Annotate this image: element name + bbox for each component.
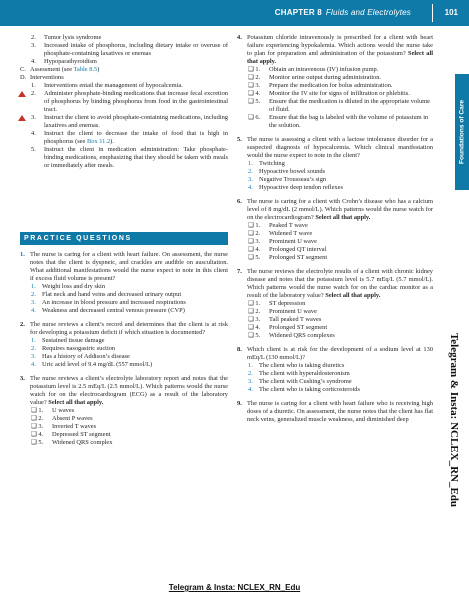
checkbox-number: ❑ 3.: [248, 82, 261, 89]
answer-checkbox[interactable]: [247, 98, 433, 114]
option-number: 3.: [248, 378, 253, 385]
item-text: Instruct the client in medication administration: Take phosphate-binding medications, emphasizing that they should be taken with meals or immediately after meals.: [44, 146, 228, 169]
item-number: 1.: [31, 82, 36, 89]
option-number: 4.: [31, 361, 36, 368]
question-number: 5.: [237, 136, 242, 143]
question-stem: [247, 198, 433, 222]
option-text: Hypoactive deep tendon reflexes: [259, 184, 343, 191]
option-text: Uric acid level of 9.4 mg/dL (557 mmol/L): [42, 361, 153, 368]
priority-warning-icon: [18, 91, 26, 97]
answer-checkbox[interactable]: [247, 238, 433, 246]
option-text: Depressed ST segment: [52, 431, 111, 438]
stem-text: The nurse reviews a client’s electrolyte laboratory report and notes that the potassium level is 2.5 mEq/L (2.5 mmol/L). Which patterns would the nurse watch for on the electrocardiogram (ECG) as a result of the laboratory value?: [30, 375, 228, 406]
item-text: Instruct the client to decrease the intake of food that is high in phosphorus (see: [44, 130, 228, 145]
item-text: Increased intake of phosphorus, including dietary intake or overuse of phosphate-containing laxatives or enemas: [44, 42, 228, 57]
option-text: The client who is taking corticosteroids: [259, 386, 360, 393]
option-text: The client with hyperaldosteronism: [259, 370, 350, 377]
answer-option[interactable]: [30, 307, 228, 315]
answer-option[interactable]: [30, 345, 228, 353]
section-letter: D.: [20, 74, 27, 81]
spacer: [20, 170, 228, 224]
stem-text: The nurse is caring for a client with Crohn’s disease who has a calcium level of 8 mg/dL (2 mmol/L). Which patterns would the nurse watch for on the electrocardiogram?: [247, 198, 433, 221]
list-item: [20, 130, 228, 146]
list-item: [20, 114, 228, 130]
option-number: 3.: [31, 299, 36, 306]
question-number: 7.: [237, 268, 242, 275]
stem-text: The nurse reviews the electrolyte results of a client with chronic kidney disease and notes that the potassium level is 5.7 mEq/L (5.7 mmol/L). Which patterns would the nurse watch for on the cardiac monitor as a result of the laboratory value?: [247, 268, 433, 299]
item-number: 4.: [31, 130, 36, 137]
checkbox-number: ❑ 5.: [248, 332, 261, 339]
checkbox-number: ❑ 3.: [31, 423, 44, 430]
option-number: 3.: [248, 176, 253, 183]
option-number: 1.: [31, 337, 36, 344]
option-text: Ensure that the medication is diluted in the appropriate volume of fluid.: [269, 98, 430, 113]
causes-list: [20, 34, 228, 66]
answer-option[interactable]: [30, 353, 228, 361]
option-text: Prominent U wave: [269, 308, 317, 315]
answer-option[interactable]: [247, 362, 433, 370]
answer-option[interactable]: [247, 168, 433, 176]
stem-instruction: Select all that apply.: [247, 50, 434, 65]
question-stem: Which client is at risk for the development of a sodium level at 130 mEq/L (130 mmol/L)?: [247, 346, 433, 361]
checkbox-number: ❑ 5.: [248, 98, 261, 105]
checkbox-number: ❑ 3.: [248, 238, 261, 245]
question: [237, 34, 433, 130]
option-text: Peaked T wave: [269, 222, 308, 229]
option-text: Prepare the medication for bolus administration.: [269, 82, 393, 89]
question: [237, 346, 433, 394]
interventions-list: [20, 82, 228, 170]
side-watermark: Telegram & Insta: NCLEX_RN_Edu: [448, 332, 460, 508]
option-text: The client with Cushing’s syndrome: [259, 378, 352, 385]
option-text: An increase in blood pressure and increased respirations: [42, 299, 186, 306]
option-number: 1.: [248, 362, 253, 369]
assessment-heading: [20, 66, 228, 74]
stem-instruction: Select all that apply.: [325, 292, 381, 299]
section-text: Interventions: [30, 74, 64, 81]
option-text: Widened QRS complex: [52, 439, 113, 446]
question-number: 1.: [20, 251, 25, 258]
item-text: Interventions entail the management of hypocalcemia.: [44, 82, 183, 89]
section-text: Assessment (see: [30, 66, 74, 73]
checkbox-number: ❑ 4.: [248, 90, 261, 97]
question-number: 2.: [20, 321, 25, 328]
answer-option[interactable]: [247, 370, 433, 378]
answer-checkbox[interactable]: [247, 308, 433, 316]
item-text-tail: ).: [110, 138, 114, 145]
option-text: Ensure that the bag is labeled with the volume of potassium in the solution.: [269, 114, 429, 129]
question-number: 6.: [237, 198, 242, 205]
answer-checkbox[interactable]: [30, 415, 228, 423]
option-number: 4.: [31, 307, 36, 314]
question: [237, 400, 433, 424]
answer-option[interactable]: [30, 337, 228, 345]
item-text: Administer phosphate-binding medications that increase fecal excretion of phosphorus by binding phosphorus from food in the gastrointestinal tract.: [44, 90, 228, 113]
item-number: 3.: [31, 42, 36, 49]
question-stem: The nurse is caring for a client with heart failure. On assessment, the nurse notes that the client is dyspneic, and crackles are audible on auscultation. What additional manifestations would the nurse expect to note in this client if excess fluid volume is present?: [30, 251, 228, 282]
answer-checkbox[interactable]: [247, 222, 433, 230]
question-stem: The nurse is caring for a client with heart failure who is receiving high doses of a diuretic. On assessment, the nurse notes that the client has flat neck veins, generalized muscle weakness, and diminished deep: [247, 400, 433, 423]
left-column: [20, 34, 228, 453]
answer-option[interactable]: [30, 291, 228, 299]
stem-instruction: Select all that apply.: [315, 214, 371, 221]
question-stem: [247, 34, 433, 66]
list-item: [20, 90, 228, 114]
option-text: Monitor urine output during administration.: [269, 74, 382, 81]
question-number: 3.: [20, 375, 25, 382]
chapter-number: CHAPTER 8: [274, 8, 322, 17]
option-text: Inverted T waves: [52, 423, 97, 430]
list-item: [20, 42, 228, 58]
option-text: Twitching: [259, 160, 285, 167]
question: [237, 198, 433, 262]
question-number: 9.: [237, 400, 242, 407]
option-text: Monitor the IV site for signs of infiltration or phlebitis.: [269, 90, 410, 97]
checkbox-number: ❑ 2.: [31, 415, 44, 422]
question-number: 8.: [237, 346, 242, 353]
item-text: Tumor lysis syndrome: [44, 34, 102, 41]
checkbox-number: ❑ 2.: [248, 230, 261, 237]
footer-watermark: Telegram & Insta: NCLEX_RN_Edu: [168, 583, 301, 592]
table-link[interactable]: Table 8.5: [73, 66, 98, 73]
answer-checkbox[interactable]: [247, 332, 433, 340]
answer-checkbox[interactable]: [247, 300, 433, 308]
checkbox-number: ❑ 1.: [248, 300, 261, 307]
answer-checkbox[interactable]: [247, 82, 433, 90]
answer-option[interactable]: [30, 361, 228, 369]
answer-option[interactable]: [30, 299, 228, 307]
checkbox-number: ❑ 1.: [248, 66, 261, 73]
page-number: 101: [444, 8, 458, 17]
answer-option[interactable]: [247, 184, 433, 192]
priority-warning-icon: [18, 115, 26, 121]
interventions-heading: [20, 74, 228, 82]
item-text: Hypoparathyroidism: [44, 58, 97, 65]
option-text: Has a history of Addison’s disease: [42, 353, 130, 360]
answer-checkbox[interactable]: [30, 431, 228, 439]
option-text: Hypoactive bowel sounds: [259, 168, 326, 175]
stem-instruction: Select all that apply.: [48, 399, 104, 406]
answer-option[interactable]: [30, 283, 228, 291]
answer-checkbox[interactable]: [247, 246, 433, 254]
list-item: [20, 82, 228, 90]
option-text: Prolonged QT interval: [269, 246, 327, 253]
option-text: Widened T wave: [269, 230, 313, 237]
list-item: [20, 146, 228, 170]
option-text: Flat neck and hand veins and decreased urinary output: [42, 291, 182, 298]
option-number: 1.: [248, 160, 253, 167]
checkbox-number: ❑ 2.: [248, 74, 261, 81]
list-item: [20, 58, 228, 66]
stem-text: Potassium chloride intravenously is prescribed for a client with heart failure experiencing hypokalemia. Which actions would the nurse take to plan for preparation and administration of the potassium?: [247, 34, 433, 57]
option-number: 4.: [248, 184, 253, 191]
section-text-tail: ): [97, 66, 100, 73]
checkbox-number: ❑ 3.: [248, 316, 261, 323]
answer-checkbox[interactable]: [30, 407, 228, 415]
list-item: [20, 34, 228, 42]
option-text: Weight loss and dry skin: [42, 283, 106, 290]
option-text: Tall peaked T waves: [269, 316, 322, 323]
option-text: Negative Trousseau’s sign: [259, 176, 327, 183]
option-number: 3.: [31, 353, 36, 360]
option-text: U waves: [52, 407, 75, 414]
answer-option[interactable]: [247, 378, 433, 386]
answer-checkbox[interactable]: [247, 90, 433, 98]
checkbox-number: ❑ 6.: [248, 114, 261, 121]
question: [237, 268, 433, 340]
question-stem: [30, 375, 228, 407]
item-number: 3.: [31, 114, 36, 121]
option-text: The client who is taking diuretics: [259, 362, 345, 369]
option-number: 1.: [31, 283, 36, 290]
option-text: Widened QRS complexes: [269, 332, 335, 339]
question-number: 4.: [237, 34, 242, 41]
option-text: Prolonged ST segment: [269, 254, 328, 261]
checkbox-number: ❑ 5.: [248, 254, 261, 261]
practice-questions-header: PRACTICE QUESTIONS: [20, 232, 228, 245]
option-number: 4.: [248, 386, 253, 393]
page-header: [0, 0, 469, 26]
option-text: Obtain an intravenous (IV) infusion pump.: [269, 66, 379, 73]
checkbox-number: ❑ 2.: [248, 308, 261, 315]
option-text: Prominent U wave: [269, 238, 317, 245]
answer-checkbox[interactable]: [247, 316, 433, 324]
checkbox-number: ❑ 1.: [31, 407, 44, 414]
item-number: 2.: [31, 34, 36, 41]
chapter-title: Fluids and Electrolytes: [325, 8, 411, 17]
side-tab-label: Foundations of Care: [458, 99, 466, 165]
question-stem: [247, 268, 433, 300]
box-link[interactable]: Box 11.2: [86, 138, 111, 145]
item-number: 5.: [31, 146, 36, 153]
option-text: Absent P waves: [52, 415, 93, 422]
option-text: Prolonged ST segment: [269, 324, 328, 331]
chapter-heading: [275, 8, 411, 17]
answer-checkbox[interactable]: [30, 439, 228, 447]
question: [237, 136, 433, 192]
answer-checkbox[interactable]: [30, 423, 228, 431]
answer-option[interactable]: [247, 176, 433, 184]
question: [20, 375, 228, 447]
option-text: Sustained tissue damage: [42, 337, 105, 344]
option-text: Weakness and decreased central venous pressure (CVP): [42, 307, 185, 314]
answer-checkbox[interactable]: [247, 254, 433, 262]
checkbox-number: ❑ 4.: [248, 246, 261, 253]
option-number: 2.: [248, 370, 253, 377]
answer-option[interactable]: [247, 386, 433, 394]
right-column: [237, 34, 433, 430]
question: [20, 321, 228, 369]
answer-checkbox[interactable]: [247, 74, 433, 82]
checkbox-number: ❑ 4.: [248, 324, 261, 331]
checkbox-number: ❑ 4.: [31, 431, 44, 438]
option-number: 2.: [31, 291, 36, 298]
answer-checkbox[interactable]: [247, 230, 433, 238]
answer-checkbox[interactable]: [247, 66, 433, 74]
question-stem: The nurse is assessing a client with a lactose intolerance disorder for a suspected diagnosis of hypocalcemia. Which clinical manifestation would the nurse expect to note in the client?: [247, 136, 433, 159]
item-number: 2.: [31, 90, 36, 97]
checkbox-number: ❑ 1.: [248, 222, 261, 229]
section-side-tab: [455, 74, 469, 190]
answer-checkbox[interactable]: [247, 324, 433, 332]
option-text: Requires nasogastric suction: [42, 345, 116, 352]
answer-option[interactable]: [247, 160, 433, 168]
item-number: 4.: [31, 58, 36, 65]
option-number: 2.: [248, 168, 253, 175]
section-letter: C.: [20, 66, 26, 73]
option-text: ST depression: [269, 300, 306, 307]
option-number: 2.: [31, 345, 36, 352]
checkbox-number: ❑ 5.: [31, 439, 44, 446]
answer-checkbox[interactable]: [247, 114, 433, 130]
question: [20, 251, 228, 315]
item-text: Instruct the client to avoid phosphate-containing medications, including laxatives and enemas.: [44, 114, 228, 129]
question-stem: The nurse reviews a client’s record and determines that the client is at risk for developing a potassium deficit if which situation is documented?: [30, 321, 228, 336]
header-divider: [432, 4, 433, 22]
